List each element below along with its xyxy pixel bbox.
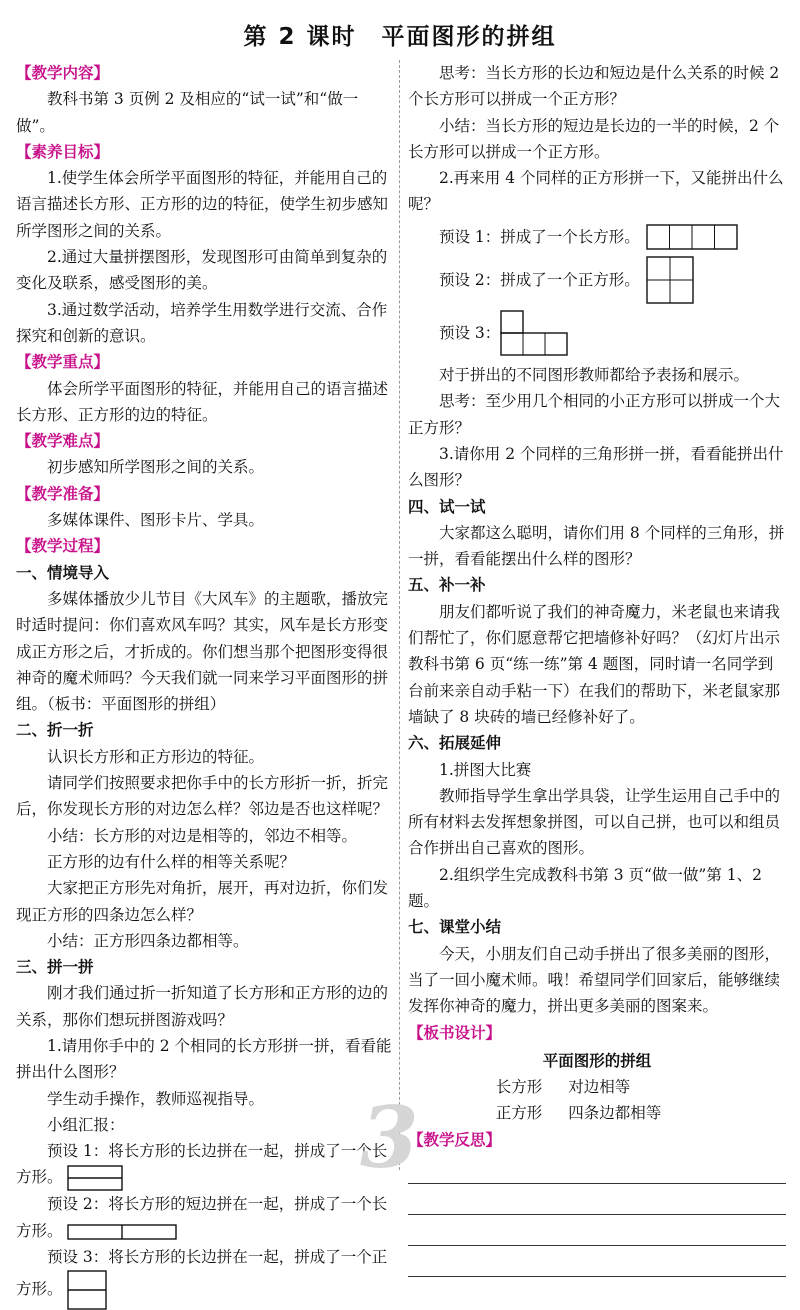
paragraph: 小结：正方形四条边都相等。	[47, 931, 249, 950]
paragraph: 认识长方形和正方形边的特征。	[47, 747, 265, 766]
four-squares-l-figure	[500, 310, 570, 356]
section-heading: 七、课堂小结	[408, 918, 502, 937]
paragraph: 2.组织学生完成教科书第 3 页“做一做”第 1、2 题。	[408, 865, 763, 911]
board-row	[408, 1074, 786, 1100]
board-shape: 长方形	[495, 1078, 543, 1097]
paragraph: 多媒体播放少儿节目《大风车》的主题歌，播放完时适时提问：你们喜欢风车吗？其实，风车是长方形变成正方形之后，才折成的。你们想当那个把图形变得很神奇的魔术师吗？今天我们就一同来学习平面图形的拼组。（板书：平面图形的拼组）	[16, 589, 389, 714]
two-rect-square-figure	[67, 1270, 107, 1310]
paragraph: 3.通过数学活动，培养学生用数学进行交流、合作探究和创新的意识。	[16, 300, 388, 345]
writing-line	[408, 1184, 786, 1215]
paragraph: 多媒体课件、图形卡片、学具。	[47, 511, 265, 530]
two-rect-short-edge-figure	[67, 1224, 177, 1240]
paragraph: 请同学们按照要求把你手中的长方形折一折，折完后，你发现长方形的对边怎么样？邻边是否也这样呢？	[16, 774, 389, 819]
paragraph: 初步感知所学图形之间的关系。	[47, 458, 265, 477]
preset-row	[408, 310, 786, 356]
board-row	[408, 1100, 786, 1126]
paragraph: 3.请你用 2 个同样的三角形拼一拼，看看能拼出什么图形？	[408, 444, 784, 490]
section-tag: 【教学难点】	[16, 432, 110, 451]
preset-row	[408, 256, 786, 304]
section-tag: 【教学内容】	[16, 64, 110, 82]
section-heading: 五、补一补	[408, 576, 486, 595]
preset-row	[408, 224, 786, 250]
column-divider	[399, 60, 400, 1170]
paragraph: 1.拼图大比赛	[439, 760, 532, 779]
section-tag: 【教学重点】	[16, 353, 110, 372]
section-tag: 【素养目标】	[16, 142, 110, 161]
paragraph	[16, 1138, 396, 1191]
preset-text: 预设 2：将长方形的短边拼在一起，拼成了一个长方形。	[16, 1195, 388, 1240]
writing-line	[408, 1153, 786, 1184]
page-title: 第 2 课时 平面图形的拼组	[243, 24, 557, 50]
preset-text: 预设 1：将长方形的长边拼在一起，拼成了一个长方形。	[16, 1142, 388, 1187]
section-tag: 【教学准备】	[16, 484, 110, 503]
paragraph: 小组汇报：	[47, 1115, 125, 1134]
two-rect-long-edge-figure	[67, 1165, 123, 1191]
preset-text: 预设 3：将长方形的长边拼在一起，拼成了一个正方形。	[16, 1248, 388, 1299]
paragraph: 1.使学生体会所学平面图形的特征，并能用自己的语言描述长方形、正方形的边的特征，使学生初步感知所学图形之间的关系。	[16, 169, 389, 240]
section-heading: 三、拼一拼	[16, 958, 94, 977]
section-heading: 一、情境导入	[16, 563, 110, 582]
right-column	[408, 60, 786, 1277]
paragraph: 今天，小朋友们自己动手拼出了很多美丽的图形，当了一回小魔术师。哦！希望同学们回家后，能够继续发挥你神奇的魔力，拼出更多美丽的图案来。	[408, 944, 781, 1016]
paragraph	[16, 1244, 396, 1310]
section-tag: 【教学反思】	[408, 1130, 502, 1149]
paragraph	[16, 1191, 396, 1244]
paragraph: 对于拼出的不同图形教师都给予表扬和展示。	[439, 366, 750, 385]
four-squares-grid-figure	[646, 256, 694, 304]
paragraph: 思考：至少用几个相同的小正方形可以拼成一个大正方形？	[408, 392, 781, 437]
preset-text: 预设 3：	[439, 323, 501, 342]
paragraph: 正方形的边有什么样的相等关系呢？	[47, 852, 296, 871]
preset-text: 预设 2：拼成了一个正方形。	[439, 270, 640, 289]
board-title: 平面图形的拼组	[542, 1051, 652, 1070]
preset-text: 预设 1：拼成了一个长方形。	[439, 227, 640, 246]
section-heading: 六、拓展延伸	[408, 734, 502, 753]
paragraph: 学生动手操作，教师巡视指导。	[47, 1089, 265, 1108]
reflection-lines	[408, 1153, 786, 1277]
paragraph: 教科书第 3 页例 2 及相应的“试一试”和“做一做”。	[16, 90, 359, 135]
paragraph: 1.请用你手中的 2 个相同的长方形拼一拼，看看能拼出什么图形？	[16, 1036, 392, 1082]
paragraph: 朋友们都听说了我们的神奇魔力，米老鼠也来请我们帮忙了，你们愿意帮它把墙修补好吗？（幻灯片出示教科书第 6 页“练一练”第 4 题图，同时请一名同学到台前来亲自动手粘一下）在我们的帮助下，米老鼠家那墙缺了 8 块砖的墙已经修补好了。	[408, 602, 781, 726]
left-column	[16, 60, 396, 1310]
page-number: 3	[360, 1088, 419, 1187]
paragraph: 体会所学平面图形的特征，并能用自己的语言描述长方形、正方形的边的特征。	[16, 379, 389, 424]
section-tag: 【教学过程】	[16, 537, 110, 556]
board-shape: 正方形	[495, 1104, 543, 1123]
paragraph: 大家都这么聪明，请你们用 8 个同样的三角形，拼一拼，看看能摆出什么样的图形？	[408, 523, 785, 569]
writing-line	[408, 1215, 786, 1246]
paragraph: 小结：长方形的对边是相等的，邻边不相等。	[47, 826, 358, 845]
section-tag: 【板书设计】	[408, 1023, 502, 1042]
writing-line	[408, 1246, 786, 1277]
paragraph: 刚才我们通过折一折知道了长方形和正方形的边的关系，那你们想玩拼图游戏吗？	[16, 984, 389, 1029]
paragraph: 2.通过大量拼摆图形，发现图形可由简单到复杂的变化及联系，感受图形的美。	[16, 248, 388, 293]
four-squares-row-figure	[646, 224, 738, 250]
paragraph: 2.再来用 4 个同样的正方形拼一下，又能拼出什么呢？	[408, 169, 784, 214]
paragraph: 思考：当长方形的长边和短边是什么关系的时候 2 个长方形可以拼成一个正方形？	[408, 64, 780, 109]
paragraph: 大家把正方形先对角折，展开，再对边折，你们发现正方形的四条边怎么样？	[16, 879, 389, 924]
paragraph: 教师指导学生拿出学具袋，让学生运用自己手中的所有材料去发挥想象拼图，可以自己拼，也可以和组员合作拼出自己喜欢的图形。	[408, 786, 781, 858]
board-property: 四条边都相等	[568, 1104, 662, 1123]
section-heading: 四、试一试	[408, 497, 486, 516]
section-heading: 二、折一折	[16, 721, 94, 740]
paragraph: 小结：当长方形的短边是长边的一半的时候，2 个长方形可以拼成一个正方形。	[408, 116, 780, 161]
board-property: 对边相等	[568, 1078, 631, 1097]
